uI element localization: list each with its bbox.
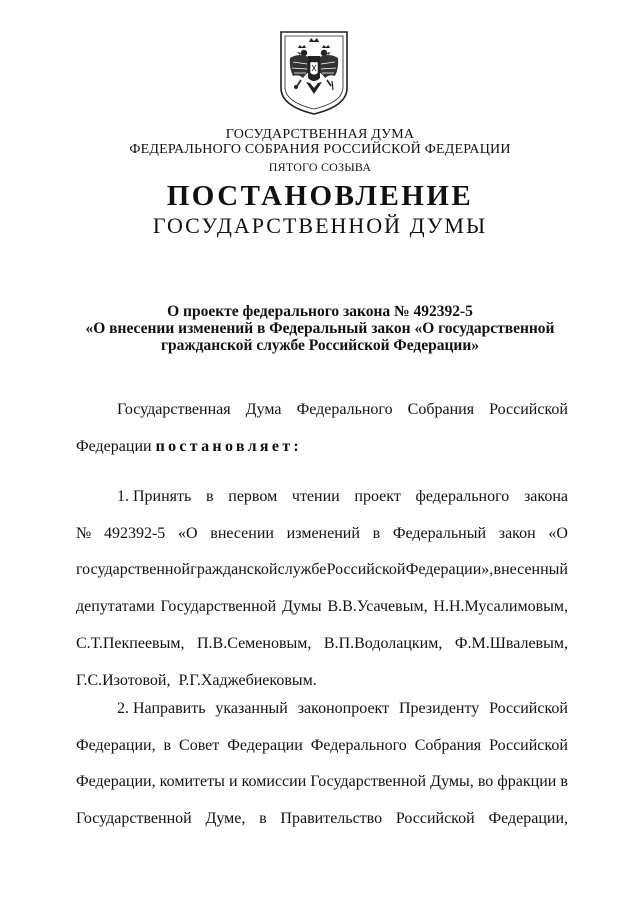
word: Федерального [310,736,407,754]
word: Государственная [117,401,231,418]
resolves-word: постановляет: [155,437,303,455]
word: Российской [489,700,568,717]
org-name-line2: ФЕДЕРАЛЬНОГО СОБРАНИЯ РОССИЙСКОЙ ФЕДЕРАЦИИ [129,142,511,157]
word: Н.Н.Мусалимовым, [433,598,568,616]
word: гражданской [190,561,278,579]
word: Федерации [227,736,303,754]
coat-of-arms-emblem [277,28,351,116]
item1-line4 [76,589,568,626]
word: внесенный [493,561,568,579]
item1-line3 [76,552,568,589]
word: Собрания [407,401,475,418]
word: законопроект [297,700,390,717]
word: Федерального [296,401,393,418]
word: изменений [286,524,360,542]
word: в [372,524,381,542]
word: закона [523,488,568,505]
double-headed-eagle-icon [277,28,351,116]
word: Правительство [280,810,383,828]
word: 492392-5 [103,524,166,542]
word: Дума [245,401,282,418]
word: Думы [282,598,322,616]
convocation-line: ПЯТОГО СОЗЫВА [268,160,372,174]
word: Государственной [76,810,192,828]
word: Российской [326,561,406,579]
document-type-subtitle: ГОСУДАРСТВЕННОЙ ДУМЫ [152,213,488,238]
word: в [259,810,267,828]
word: государственной [76,561,191,579]
document-type-title: ПОСТАНОВЛЕНИЕ [166,180,474,212]
word: 1. Принять [117,488,192,505]
subject-line3: гражданской службе Российской Федерации» [160,337,480,354]
word: чтении [291,488,340,505]
word: проект [354,488,401,505]
preamble-paragraph [76,392,568,465]
word: П.В.Семеновым, [196,634,312,652]
word: указанный [215,700,288,717]
item1-line2 [76,516,568,553]
word: Государственной [310,773,427,791]
word: Федерации», [405,561,494,579]
subject-line1: О проекте федерального закона № 492392-5 [167,303,473,320]
word: Федерации, [488,810,568,828]
subject-line2: «О внесении изменений в Федеральный закон «О государственной [85,320,555,337]
word: в [163,736,172,754]
word: депутатами [76,598,155,616]
word: 2. Направить [117,700,206,717]
item1-line6: Г.С.Изотовой, Р.Г.Хаджебиековым. [76,671,317,689]
word: во [477,773,494,791]
word: Российской [395,810,475,828]
word: в [206,488,214,505]
preamble-line1 [76,392,568,429]
item2-line3 [76,764,568,801]
item2-line1 [76,691,568,728]
word: С.Т.Пекпеевым, [76,634,185,652]
word: комитеты [159,773,225,791]
word: Думе, [205,810,246,828]
preamble-line2 [76,429,568,466]
word: Ф.М.Швалевым, [454,634,568,652]
word: Государственной [160,598,277,616]
word: фракции [497,773,557,791]
word: Совет [179,736,220,754]
word: Думы, [430,773,474,791]
word: «О [548,524,568,542]
word: № [76,524,92,542]
item1-line5 [76,626,568,663]
item-1-paragraph [76,479,568,699]
word: и [228,773,238,791]
word: Федерации, [76,773,156,791]
word: комиссии [241,773,307,791]
word: Российской [489,736,568,754]
word: первом [228,488,278,505]
word: Федерации, [76,736,156,754]
word: В.П.Водолацким, [323,634,443,652]
word: Российской [489,401,568,418]
word: В.В.Усачевым, [327,598,428,616]
org-name-line1: ГОСУДАРСТВЕННАЯ ДУМА [225,127,415,142]
item1-line1 [76,479,568,516]
word: «О [178,524,198,542]
word: внесении [210,524,274,542]
word: Собрания [414,736,482,754]
word: Федеральный [392,524,487,542]
item2-line4 [76,801,568,838]
preamble-start: Федерации [76,437,156,455]
word: закон [498,524,536,542]
word: федерального [415,488,510,505]
item-2-paragraph [76,691,568,838]
word: службе [277,561,327,579]
item2-line2 [76,728,568,765]
word: в [560,773,568,791]
word: Президенту [398,700,480,717]
